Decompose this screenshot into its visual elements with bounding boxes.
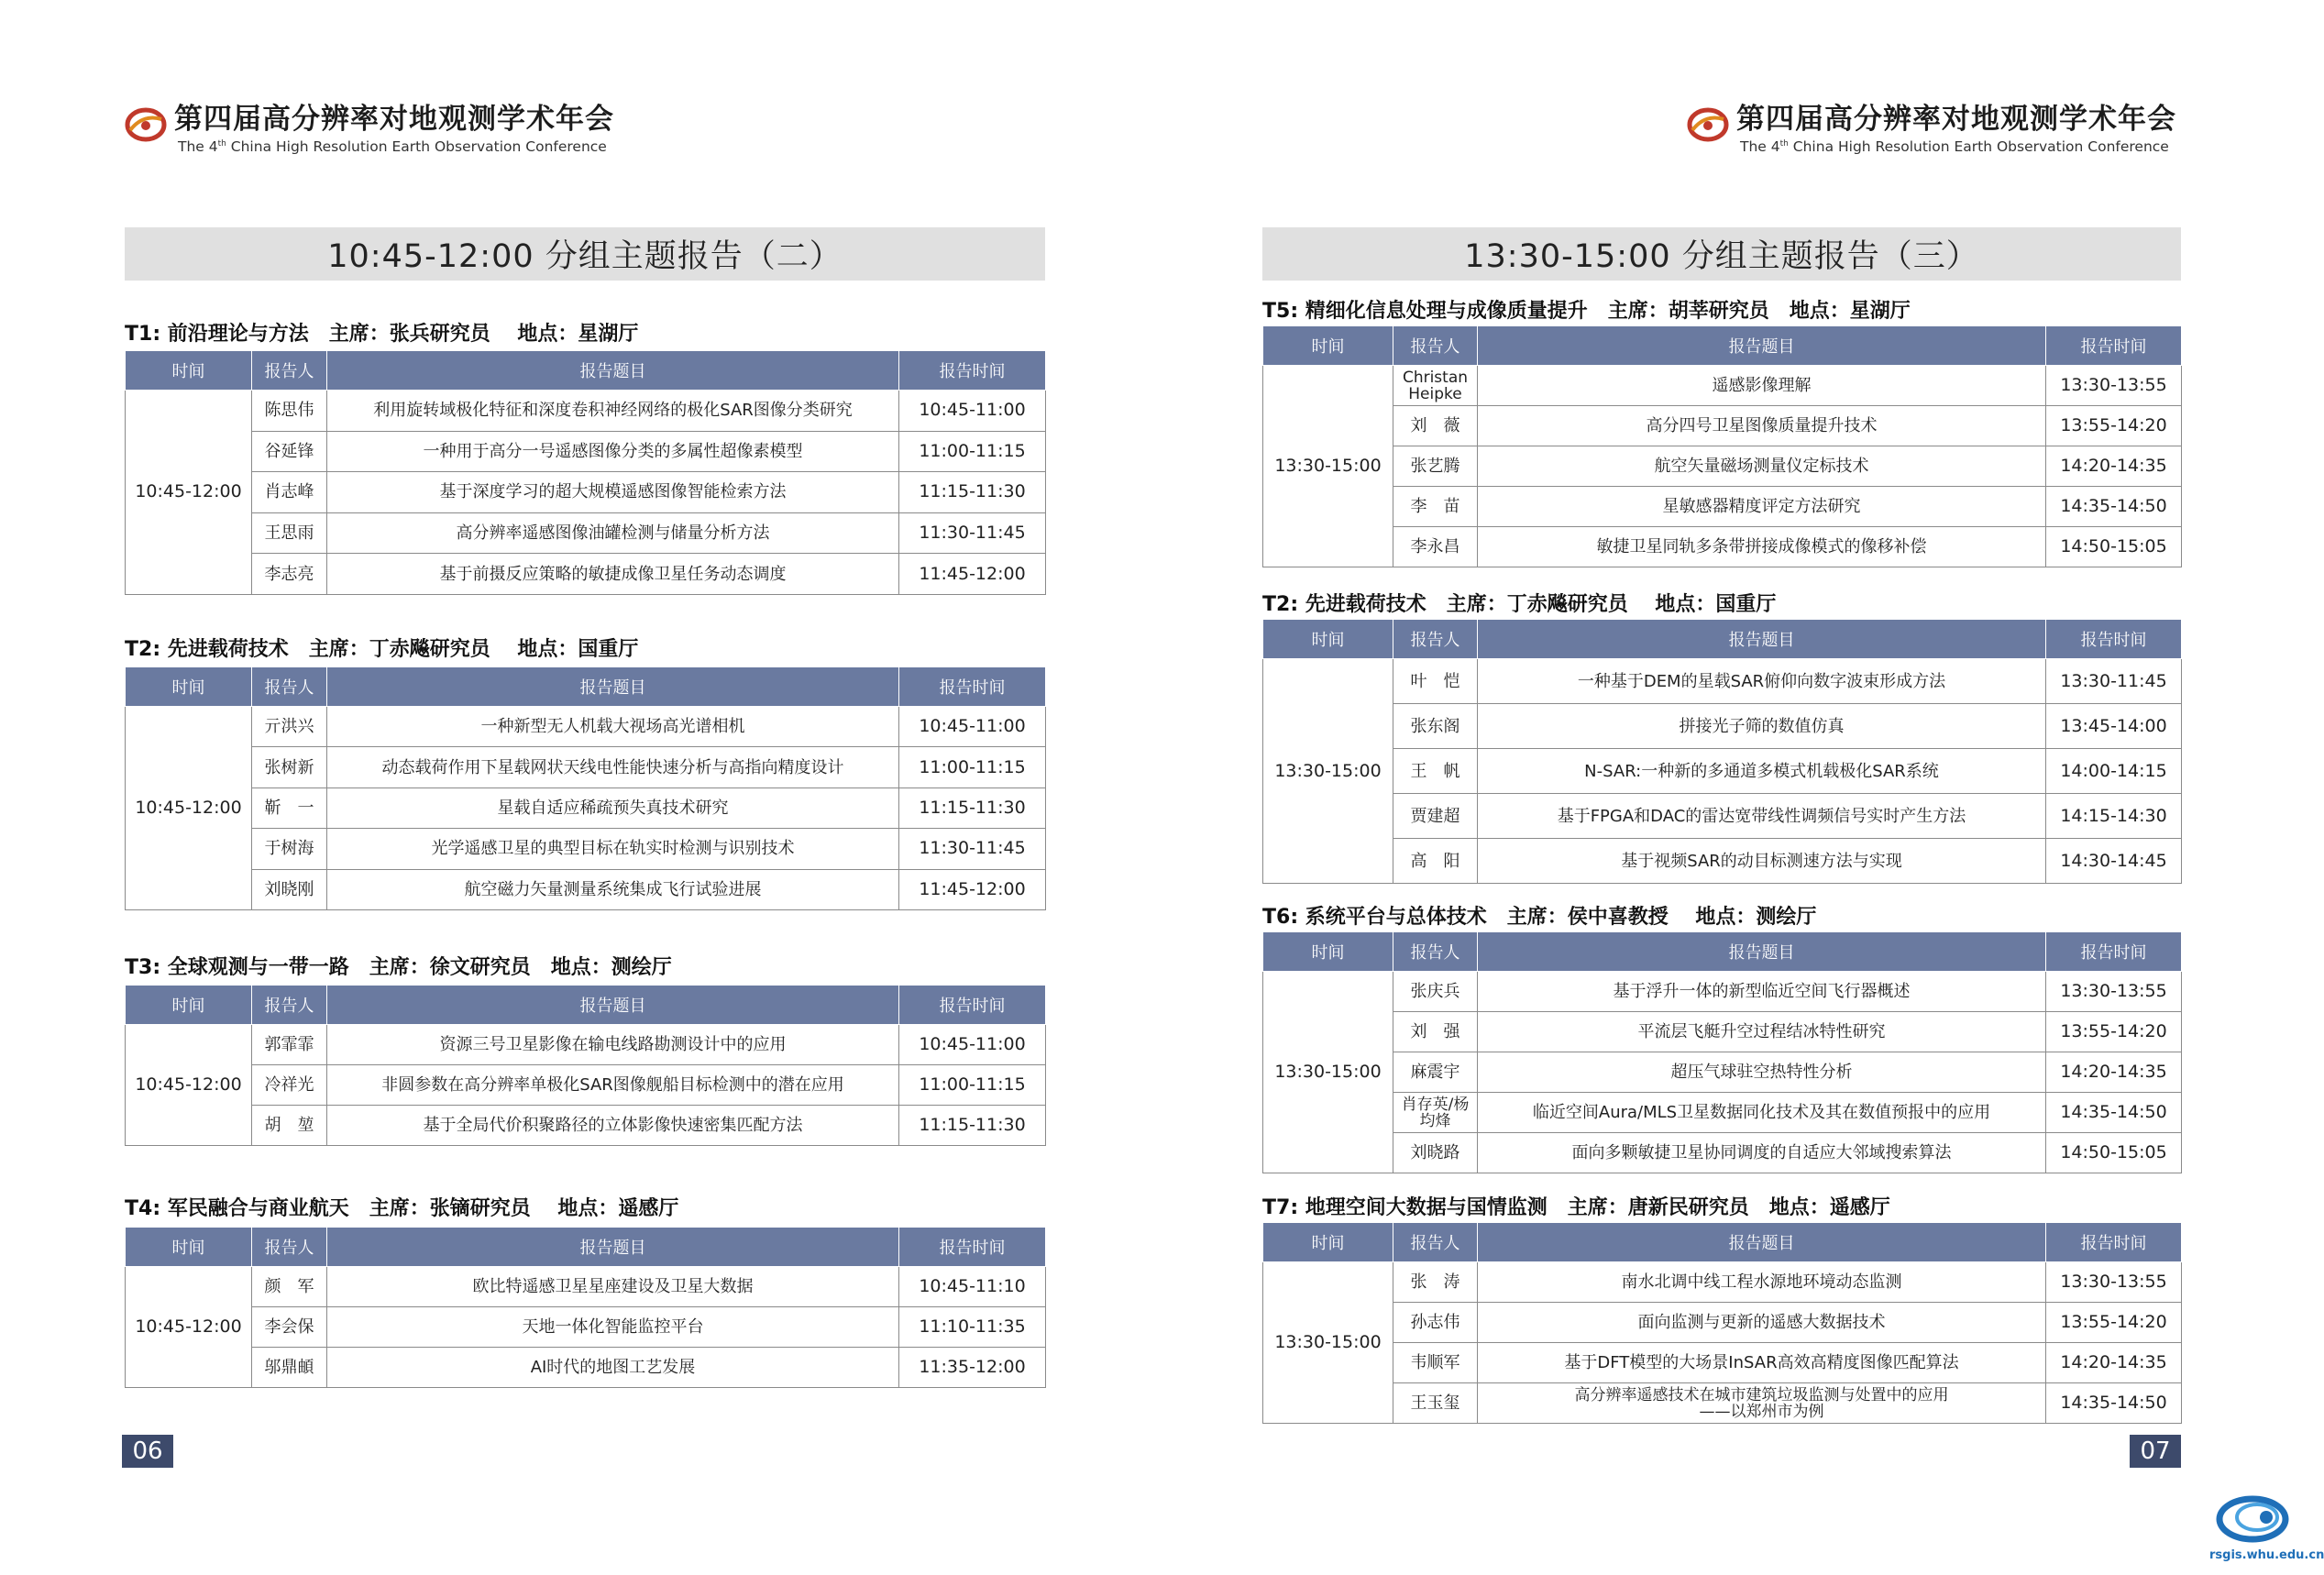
topic-cell: 南水北调中线工程水源地环境动态监测 (1478, 1262, 2046, 1303)
topic-subline: ——以郑州市为例 (1699, 1402, 1824, 1421)
column-header-topic: 报告题目 (1478, 326, 2046, 366)
topic-cell (1478, 1383, 2046, 1424)
column-header-topic: 报告题目 (1478, 932, 2046, 972)
table-row (126, 707, 1046, 747)
session-time-cell: 10:45-12:00 (126, 1025, 252, 1146)
topic-cell: 基于视频SAR的动目标测速方法与实现 (1478, 839, 2046, 884)
left-page (0, 0, 1152, 1575)
watermark-logo-icon (2209, 1490, 2296, 1548)
slot-cell: 13:55-14:20 (2046, 1012, 2182, 1052)
speaker-cell: 张 涛 (1393, 1262, 1478, 1303)
slot-cell: 11:00-11:15 (899, 1065, 1046, 1106)
table-row (1263, 406, 2182, 446)
column-header-speaker: 报告人 (252, 667, 327, 707)
column-header-slot: 报告时间 (2046, 620, 2182, 659)
table-row (1263, 1133, 2182, 1173)
topic-cell: 资源三号卫星影像在输电线路勘测设计中的应用 (327, 1025, 899, 1065)
slot-cell: 14:20-14:35 (2046, 446, 2182, 487)
table-row (1263, 1093, 2182, 1133)
table-row (126, 1025, 1046, 1065)
table-row (1263, 794, 2182, 839)
speaker-cell: 李志亮 (252, 554, 327, 595)
topic-cell: 平流层飞艇升空过程结冰特性研究 (1478, 1012, 2046, 1052)
session-title: T5: 精细化信息处理与成像质量提升 主席：胡莘研究员 地点：星湖厅 (1262, 300, 1911, 323)
page-number: 06 (122, 1435, 173, 1468)
speaker-cell: 胡 堃 (252, 1106, 327, 1146)
slot-cell: 14:50-15:05 (2046, 1133, 2182, 1173)
speaker-cell: 王 帆 (1393, 749, 1478, 794)
column-header-time: 时间 (1263, 620, 1393, 659)
slot-cell: 13:45-14:00 (2046, 704, 2182, 749)
column-header-speaker: 报告人 (1393, 326, 1478, 366)
table-header-row (1263, 620, 2182, 659)
session-time-cell: 13:30-15:00 (1263, 1262, 1393, 1424)
table-row (1263, 487, 2182, 527)
table-row (126, 788, 1046, 828)
schedule-table (1262, 1222, 2182, 1424)
schedule-table (125, 1227, 1046, 1388)
table-row (1263, 659, 2182, 704)
speaker-cell: 李会保 (252, 1307, 327, 1348)
topic-cell: 基于前摄反应策略的敏捷成像卫星任务动态调度 (327, 554, 899, 595)
table-header-row (126, 986, 1046, 1025)
column-header-time: 时间 (126, 351, 252, 391)
topic-cell: 高分辨率遥感图像油罐检测与储量分析方法 (327, 512, 899, 554)
column-header-time: 时间 (126, 1228, 252, 1267)
session-time-cell: 10:45-12:00 (126, 391, 252, 595)
slot-cell: 11:30-11:45 (899, 512, 1046, 554)
conference-emblem-icon (125, 106, 167, 143)
table-row (126, 1065, 1046, 1106)
slot-cell: 13:30-11:45 (2046, 659, 2182, 704)
speaker-cell: Christan Heipke (1393, 366, 1478, 406)
speaker-cell: 张树新 (252, 747, 327, 788)
topic-cell: N-SAR:一种新的多通道多模式机载极化SAR系统 (1478, 749, 2046, 794)
table-row (1263, 1343, 2182, 1383)
speaker-cell: 张庆兵 (1393, 972, 1478, 1012)
topic-cell: 敏捷卫星同轨多条带拼接成像模式的像移补偿 (1478, 527, 2046, 567)
topic-cell: 天地一体化智能监控平台 (327, 1307, 899, 1348)
slot-cell: 10:45-11:00 (899, 707, 1046, 747)
topic-cell: 基于DFT模型的大场景InSAR高效高精度图像匹配算法 (1478, 1343, 2046, 1383)
table-row (1263, 1262, 2182, 1303)
slot-cell: 11:10-11:35 (899, 1307, 1046, 1348)
right-page (1153, 0, 2324, 1575)
column-header-time: 时间 (1263, 932, 1393, 972)
table-header-row (126, 351, 1046, 391)
table-header-row (1263, 326, 2182, 366)
column-header-slot: 报告时间 (899, 351, 1046, 391)
session-title: T7: 地理空间大数据与国情监测 主席：唐新民研究员 地点：遥感厅 (1262, 1196, 1890, 1219)
table-row (1263, 1303, 2182, 1343)
column-header-time: 时间 (1263, 1223, 1393, 1262)
column-header-speaker: 报告人 (252, 986, 327, 1025)
slot-cell: 10:45-11:00 (899, 1025, 1046, 1065)
slot-cell: 13:30-13:55 (2046, 366, 2182, 406)
topic-cell: AI时代的地图工艺发展 (327, 1348, 899, 1388)
speaker-cell: 肖志峰 (252, 472, 327, 513)
session-time-cell: 10:45-12:00 (126, 1267, 252, 1388)
slot-cell: 11:15-11:30 (899, 1106, 1046, 1146)
session-banner: 13:30-15:00 分组主题报告（三） (1262, 227, 2181, 281)
speaker-cell: 陈思伟 (252, 391, 327, 432)
schedule-table (1262, 931, 2182, 1173)
table-row (1263, 704, 2182, 749)
speaker-cell: 谷延锋 (252, 431, 327, 472)
topic-cell: 非圆参数在高分辨率单极化SAR图像舰船目标检测中的潜在应用 (327, 1065, 899, 1106)
speaker-cell: 刘 薇 (1393, 406, 1478, 446)
column-header-slot: 报告时间 (2046, 932, 2182, 972)
schedule-table (125, 666, 1046, 910)
topic-cell: 航空磁力矢量测量系统集成飞行试验进展 (327, 869, 899, 909)
table-row (126, 829, 1046, 869)
slot-cell: 14:35-14:50 (2046, 487, 2182, 527)
slot-cell: 11:30-11:45 (899, 829, 1046, 869)
topic-cell: 面向监测与更新的遥感大数据技术 (1478, 1303, 2046, 1343)
page-number: 07 (2130, 1435, 2181, 1468)
topic-cell: 基于全局代价积聚路径的立体影像快速密集匹配方法 (327, 1106, 899, 1146)
column-header-slot: 报告时间 (2046, 1223, 2182, 1262)
topic-cell: 基于浮升一体的新型临近空间飞行器概述 (1478, 972, 2046, 1012)
speaker-cell: 亓洪兴 (252, 707, 327, 747)
slot-cell: 14:50-15:05 (2046, 527, 2182, 567)
topic-line: 高分辨率遥感技术在城市建筑垃圾监测与处置中的应用 (1574, 1385, 1949, 1404)
slot-cell: 10:45-11:10 (899, 1267, 1046, 1307)
conference-title-en: The 4th China High Resolution Earth Observation Conference (178, 138, 607, 156)
session-time-cell: 13:30-15:00 (1263, 659, 1393, 884)
session-title: T1: 前沿理论与方法 主席：张兵研究员 地点：星湖厅 (125, 323, 639, 346)
table-row (126, 472, 1046, 513)
watermark (2209, 1490, 2324, 1572)
slot-cell: 11:15-11:30 (899, 788, 1046, 828)
table-row (126, 554, 1046, 595)
slot-cell: 14:20-14:35 (2046, 1052, 2182, 1093)
topic-cell: 星载自适应稀疏预失真技术研究 (327, 788, 899, 828)
column-header-speaker: 报告人 (1393, 1223, 1478, 1262)
speaker-cell: 刘晓路 (1393, 1133, 1478, 1173)
topic-cell: 动态载荷作用下星载网状天线电性能快速分析与高指向精度设计 (327, 747, 899, 788)
column-header-time: 时间 (126, 667, 252, 707)
speaker-cell: 张艺腾 (1393, 446, 1478, 487)
speaker-cell: 贾建超 (1393, 794, 1478, 839)
table-row (1263, 527, 2182, 567)
table-row (1263, 1012, 2182, 1052)
slot-cell: 14:35-14:50 (2046, 1093, 2182, 1133)
column-header-topic: 报告题目 (1478, 620, 2046, 659)
topic-cell: 欧比特遥感卫星星座建设及卫星大数据 (327, 1267, 899, 1307)
session-title: T2: 先进载荷技术 主席：丁赤飚研究员 地点：国重厅 (1262, 593, 1777, 616)
table-row (126, 869, 1046, 909)
topic-cell: 一种用于高分一号遥感图像分类的多属性超像素模型 (327, 431, 899, 472)
slot-cell: 11:00-11:15 (899, 431, 1046, 472)
session-time-cell: 13:30-15:00 (1263, 366, 1393, 567)
speaker-cell: 张东阁 (1393, 704, 1478, 749)
column-header-speaker: 报告人 (1393, 620, 1478, 659)
table-header-row (1263, 932, 2182, 972)
speaker-cell: 冷祥光 (252, 1065, 327, 1106)
speaker-cell: 刘 强 (1393, 1012, 1478, 1052)
table-row (126, 747, 1046, 788)
column-header-topic: 报告题目 (327, 351, 899, 391)
topic-cell: 基于深度学习的超大规模遥感图像智能检索方法 (327, 472, 899, 513)
speaker-cell: 叶 恺 (1393, 659, 1478, 704)
column-header-time: 时间 (126, 986, 252, 1025)
table-row (126, 1307, 1046, 1348)
table-row (126, 1267, 1046, 1307)
column-header-slot: 报告时间 (899, 667, 1046, 707)
table-row (1263, 749, 2182, 794)
speaker-cell: 麻震宇 (1393, 1052, 1478, 1093)
table-row (126, 1348, 1046, 1388)
table-row (1263, 1052, 2182, 1093)
schedule-table (125, 350, 1046, 595)
topic-cell: 航空矢量磁场测量仪定标技术 (1478, 446, 2046, 487)
session-title: T6: 系统平台与总体技术 主席：侯中喜教授 地点：测绘厅 (1262, 906, 1817, 929)
speaker-cell: 颜 军 (252, 1267, 327, 1307)
session-banner: 10:45-12:00 分组主题报告（二） (125, 227, 1045, 281)
table-header-row (126, 1228, 1046, 1267)
column-header-speaker: 报告人 (252, 1228, 327, 1267)
speaker-cell: 王玉玺 (1393, 1383, 1478, 1424)
topic-cell: 遥感影像理解 (1478, 366, 2046, 406)
schedule-table (125, 985, 1046, 1146)
slot-cell: 11:45-12:00 (899, 554, 1046, 595)
slot-cell: 14:20-14:35 (2046, 1343, 2182, 1383)
topic-cell: 高分四号卫星图像质量提升技术 (1478, 406, 2046, 446)
slot-cell: 11:15-11:30 (899, 472, 1046, 513)
conference-logo (125, 103, 614, 155)
speaker-cell: 孙志伟 (1393, 1303, 1478, 1343)
column-header-slot: 报告时间 (899, 1228, 1046, 1267)
speaker-cell: 刘晓刚 (252, 869, 327, 909)
slot-cell: 14:00-14:15 (2046, 749, 2182, 794)
topic-cell: 星敏感器精度评定方法研究 (1478, 487, 2046, 527)
slot-cell: 13:55-14:20 (2046, 406, 2182, 446)
column-header-topic: 报告题目 (327, 667, 899, 707)
speaker-cell: 高 阳 (1393, 839, 1478, 884)
slot-cell: 10:45-11:00 (899, 391, 1046, 432)
speaker-cell: 肖存英/杨均烽 (1393, 1093, 1478, 1133)
topic-cell: 面向多颗敏捷卫星协同调度的自适应大邻域搜索算法 (1478, 1133, 2046, 1173)
table-row (1263, 366, 2182, 406)
table-row (126, 1106, 1046, 1146)
topic-cell: 一种新型无人机载大视场高光谱相机 (327, 707, 899, 747)
table-header-row (1263, 1223, 2182, 1262)
table-row (1263, 1383, 2182, 1424)
column-header-time: 时间 (1263, 326, 1393, 366)
conference-logo (1687, 103, 2176, 155)
topic-cell: 超压气球驻空热特性分析 (1478, 1052, 2046, 1093)
column-header-slot: 报告时间 (2046, 326, 2182, 366)
slot-cell: 11:00-11:15 (899, 747, 1046, 788)
topic-cell: 临近空间Aura/MLS卫星数据同化技术及其在数值预报中的应用 (1478, 1093, 2046, 1133)
table-header-row (126, 667, 1046, 707)
slot-cell: 14:15-14:30 (2046, 794, 2182, 839)
schedule-table (1262, 325, 2182, 567)
table-row (126, 512, 1046, 554)
speaker-cell: 郭霏霏 (252, 1025, 327, 1065)
session-title: T3: 全球观测与一带一路 主席：徐文研究员 地点：测绘厅 (125, 956, 672, 979)
slot-cell: 13:30-13:55 (2046, 972, 2182, 1012)
column-header-speaker: 报告人 (1393, 932, 1478, 972)
table-row (126, 391, 1046, 432)
session-title: T4: 军民融合与商业航天 主席：张镝研究员 地点：遥感厅 (125, 1197, 679, 1220)
slot-cell: 14:35-14:50 (2046, 1383, 2182, 1424)
table-row (1263, 972, 2182, 1012)
conference-title-en: The 4th China High Resolution Earth Observation Conference (1740, 138, 2169, 156)
slot-cell: 13:30-13:55 (2046, 1262, 2182, 1303)
topic-cell: 拼接光子筛的数值仿真 (1478, 704, 2046, 749)
column-header-topic: 报告题目 (327, 986, 899, 1025)
speaker-cell: 李永昌 (1393, 527, 1478, 567)
watermark-url: rsgis.whu.edu.cn (2209, 1548, 2324, 1562)
conference-emblem-icon (1687, 106, 1729, 143)
table-row (1263, 446, 2182, 487)
speaker-cell: 靳 一 (252, 788, 327, 828)
conference-title-cn: 第四届高分辨率对地观测学术年会 (1736, 103, 2176, 136)
slot-cell: 13:55-14:20 (2046, 1303, 2182, 1343)
topic-cell: 基于FPGA和DAC的雷达宽带线性调频信号实时产生方法 (1478, 794, 2046, 839)
slot-cell: 11:35-12:00 (899, 1348, 1046, 1388)
topic-cell: 一种基于DEM的星载SAR俯仰向数字波束形成方法 (1478, 659, 2046, 704)
speaker-cell: 李 苗 (1393, 487, 1478, 527)
column-header-speaker: 报告人 (252, 351, 327, 391)
session-title: T2: 先进载荷技术 主席：丁赤飚研究员 地点：国重厅 (125, 638, 639, 661)
schedule-table (1262, 619, 2182, 884)
speaker-cell: 邬鼎頔 (252, 1348, 327, 1388)
topic-cell: 利用旋转域极化特征和深度卷积神经网络的极化SAR图像分类研究 (327, 391, 899, 432)
column-header-topic: 报告题目 (327, 1228, 899, 1267)
conference-title-cn: 第四届高分辨率对地观测学术年会 (174, 103, 614, 136)
topic-cell: 光学遥感卫星的典型目标在轨实时检测与识别技术 (327, 829, 899, 869)
table-row (126, 431, 1046, 472)
speaker-cell: 韦顺军 (1393, 1343, 1478, 1383)
slot-cell: 11:45-12:00 (899, 869, 1046, 909)
session-time-cell: 10:45-12:00 (126, 707, 252, 910)
session-time-cell: 13:30-15:00 (1263, 972, 1393, 1173)
column-header-slot: 报告时间 (899, 986, 1046, 1025)
table-row (1263, 839, 2182, 884)
column-header-topic: 报告题目 (1478, 1223, 2046, 1262)
speaker-cell: 王思雨 (252, 512, 327, 554)
speaker-cell: 于树海 (252, 829, 327, 869)
slot-cell: 14:30-14:45 (2046, 839, 2182, 884)
